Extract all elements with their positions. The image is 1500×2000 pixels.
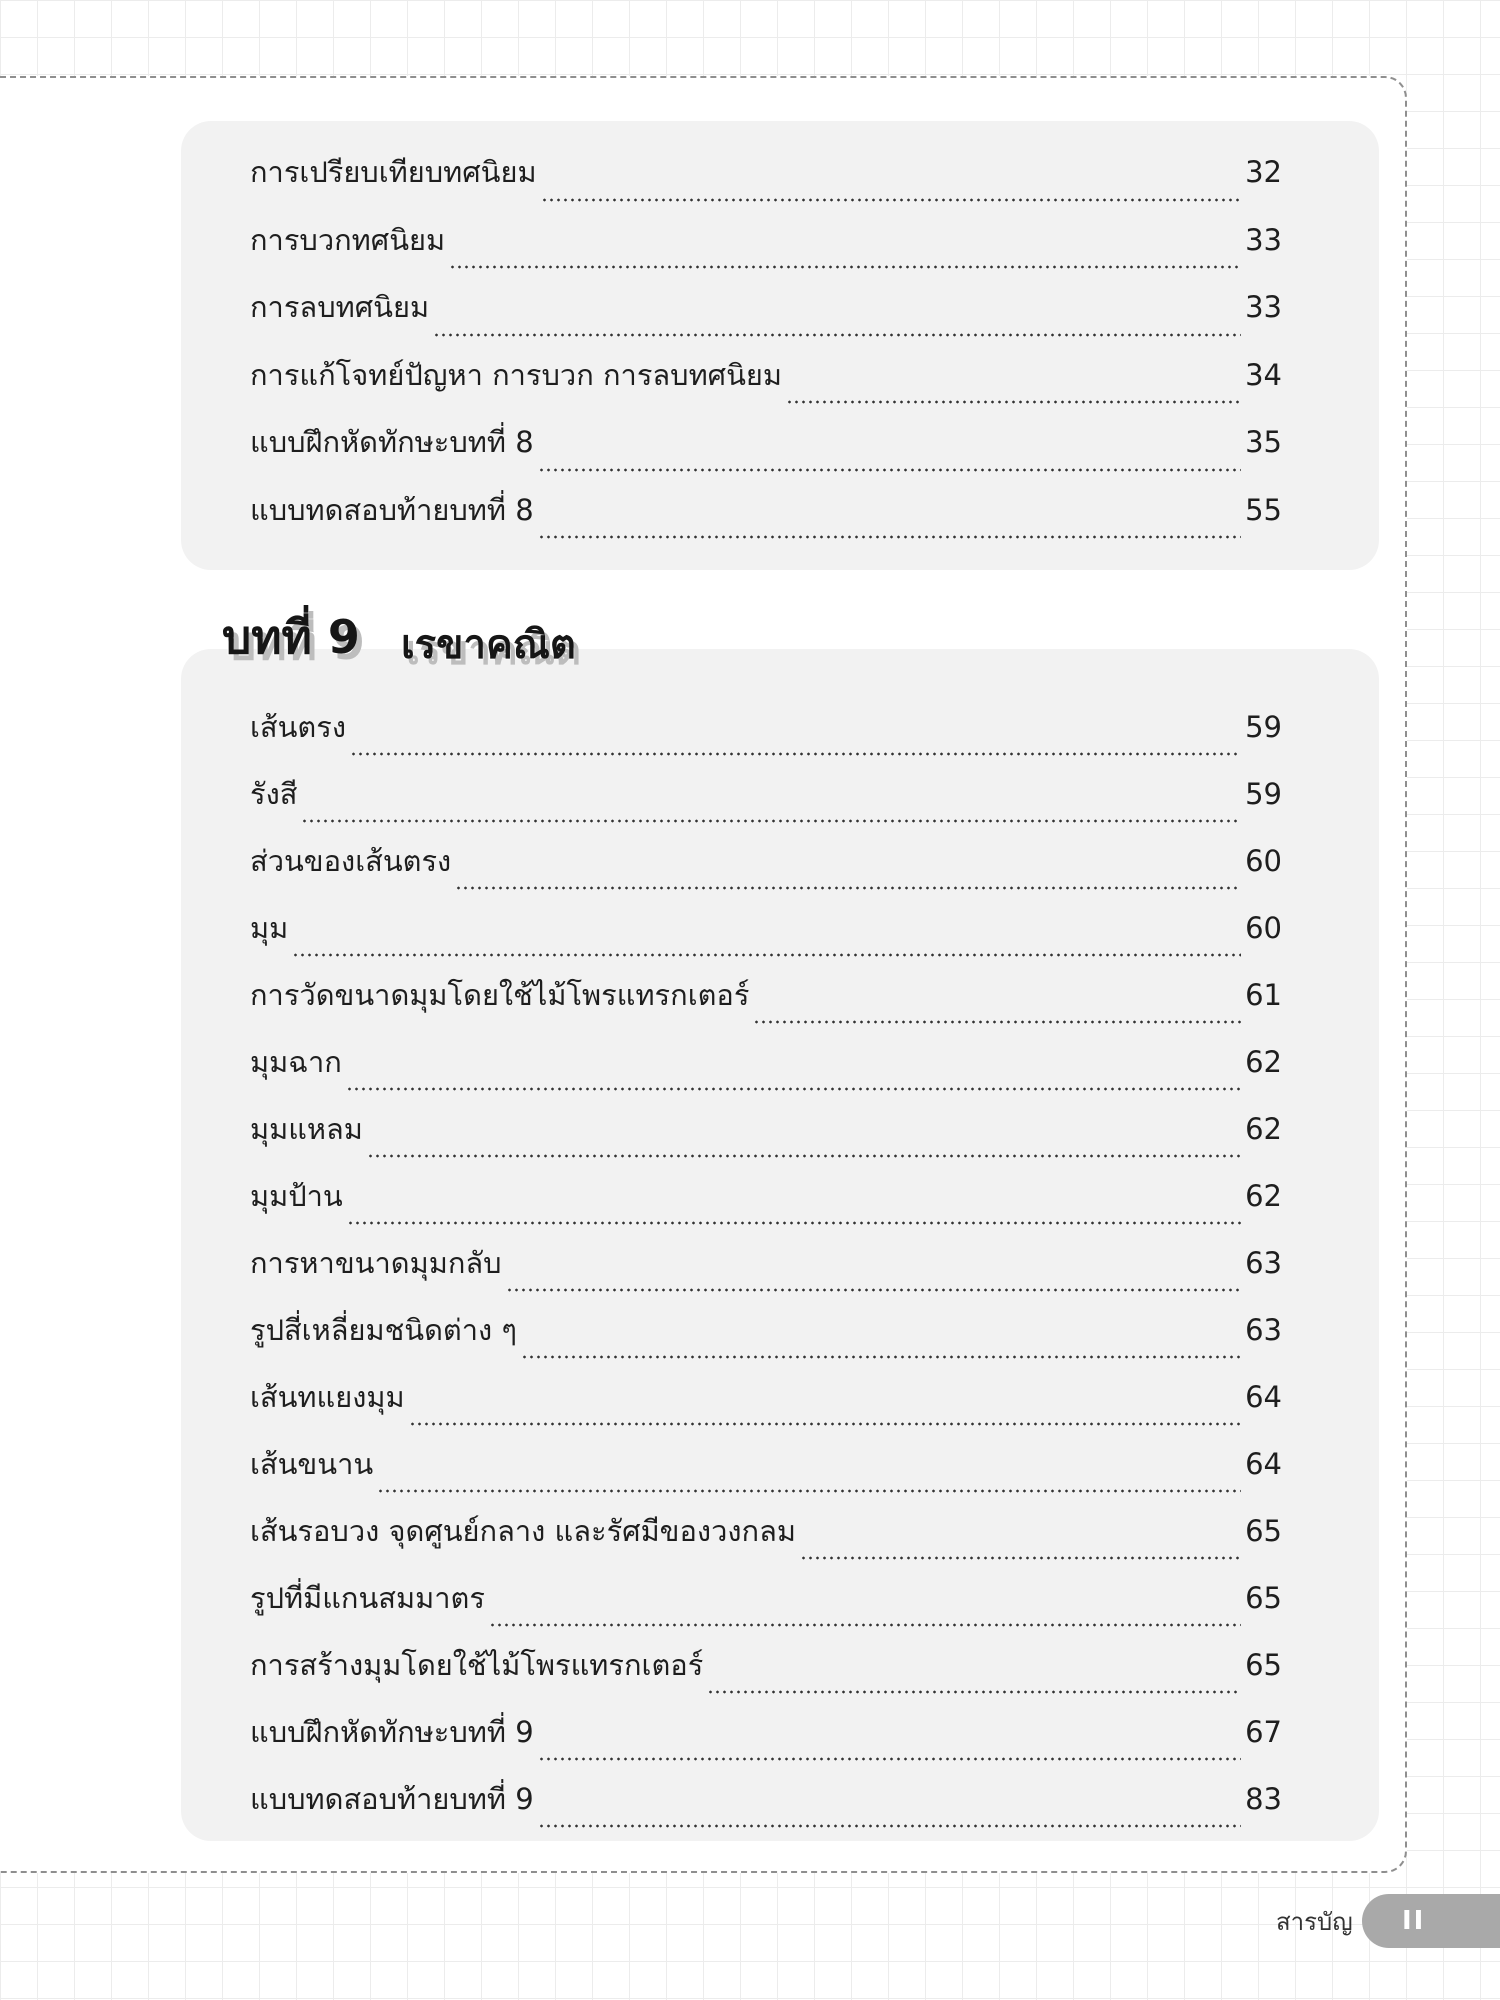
toc-entry-page: 64 [1245, 1447, 1282, 1481]
toc-entry[interactable] [250, 1305, 1282, 1372]
toc-entry[interactable] [250, 350, 1282, 418]
toc-entry-page: 33 [1245, 290, 1282, 324]
toc-entry-page: 35 [1245, 425, 1282, 459]
toc-entry-title: มุมฉาก [250, 1045, 342, 1079]
toc-entry[interactable] [250, 769, 1282, 836]
toc-entry-title: การแก้โจทย์ปัญหา การบวก การลบทศนิยม [250, 357, 783, 392]
dot-leader [346, 1087, 1241, 1091]
toc-entry[interactable] [250, 1640, 1282, 1707]
dot-leader [433, 333, 1241, 337]
toc-entry[interactable] [250, 1506, 1282, 1573]
toc-entry[interactable] [250, 1707, 1282, 1774]
dot-leader [521, 1355, 1241, 1359]
toc-entry-title: มุมป้าน [250, 1179, 343, 1213]
dot-leader [538, 468, 1241, 472]
toc-entry-page: 65 [1245, 1648, 1282, 1682]
dot-leader [301, 819, 1241, 823]
toc-entry[interactable] [250, 1104, 1282, 1171]
toc-entry[interactable] [250, 1037, 1282, 1104]
toc-entry-page: 61 [1245, 978, 1282, 1012]
toc-entry[interactable] [250, 215, 1282, 283]
toc-entry-page: 59 [1245, 777, 1282, 811]
toc-entry[interactable] [250, 903, 1282, 970]
dot-leader [753, 1020, 1241, 1024]
toc-entry[interactable] [250, 1573, 1282, 1640]
toc-entry[interactable] [250, 836, 1282, 903]
toc-list-chapter-9 [250, 702, 1282, 1841]
dot-leader [455, 886, 1241, 890]
dot-leader [506, 1288, 1242, 1292]
chapter-label: บทที่ 9 [222, 610, 360, 664]
toc-entry-page: 60 [1245, 911, 1282, 945]
toc-entry-title: รูปที่มีแกนสมมาตร [250, 1581, 485, 1615]
toc-entry[interactable] [250, 970, 1282, 1037]
footer-section-label: สารบัญ [1276, 1908, 1353, 1936]
dot-leader [786, 400, 1241, 404]
toc-entry-title: การสร้างมุมโดยใช้ไม้โพรแทรกเตอร์ [250, 1648, 704, 1682]
dot-leader [489, 1623, 1241, 1627]
toc-entry[interactable] [250, 417, 1282, 485]
toc-entry-title: เส้นรอบวง จุดศูนย์กลาง และรัศมีของวงกลม [250, 1514, 796, 1548]
toc-entry-page: 65 [1245, 1581, 1282, 1615]
page-number-tab [1362, 1894, 1500, 1948]
toc-entry-title: มุมแหลม [250, 1112, 363, 1146]
toc-entry-page: 60 [1245, 844, 1282, 878]
toc-entry-page: 64 [1245, 1380, 1282, 1414]
dot-leader [292, 953, 1241, 957]
toc-entry-page: 32 [1245, 155, 1282, 189]
toc-entry-title: เส้นทแยงมุม [250, 1380, 405, 1414]
page-number: II [1402, 1906, 1426, 1936]
toc-entry-page: 65 [1245, 1514, 1282, 1548]
toc-entry-page: 33 [1245, 222, 1282, 257]
toc-entry-title: แบบทดสอบท้ายบทที่ 9 [250, 1782, 534, 1816]
toc-list-chapter-8 [250, 147, 1282, 552]
dot-leader [538, 1824, 1241, 1828]
dot-leader [449, 265, 1241, 269]
toc-entry-title: การลบทศนิยม [250, 290, 430, 324]
dot-leader [377, 1489, 1241, 1493]
toc-entry-page: 83 [1245, 1782, 1282, 1816]
toc-entry[interactable] [250, 702, 1282, 769]
dot-leader [409, 1422, 1241, 1426]
toc-entry-page: 67 [1245, 1715, 1282, 1749]
dot-leader [347, 1221, 1241, 1225]
dot-leader [541, 198, 1241, 202]
dot-leader [800, 1556, 1241, 1560]
toc-entry-page: 62 [1245, 1045, 1282, 1079]
toc-entry-title: แบบทดสอบท้ายบทที่ 8 [250, 492, 534, 527]
toc-entry-title: การวัดขนาดมุมโดยใช้ไม้โพรแทรกเตอร์ [250, 978, 750, 1012]
toc-entry-title: รูปสี่เหลี่ยมชนิดต่าง ๆ [250, 1313, 518, 1347]
toc-entry-title: รังสี [250, 777, 298, 811]
toc-entry[interactable] [250, 147, 1282, 215]
dot-leader [707, 1690, 1241, 1694]
toc-entry[interactable] [250, 1439, 1282, 1506]
dot-leader [350, 752, 1241, 756]
toc-entry[interactable] [250, 1238, 1282, 1305]
toc-entry-title: การหาขนาดมุมกลับ [250, 1246, 502, 1280]
toc-entry[interactable] [250, 1372, 1282, 1439]
toc-entry-title: การบวกทศนิยม [250, 222, 446, 257]
toc-entry-page: 62 [1245, 1112, 1282, 1146]
toc-entry-page: 63 [1245, 1246, 1282, 1280]
toc-entry-page: 59 [1245, 710, 1282, 744]
toc-entry-title: แบบฝึกหัดทักษะบทที่ 8 [250, 425, 534, 459]
toc-entry[interactable] [250, 1171, 1282, 1238]
toc-entry-page: 34 [1245, 357, 1282, 392]
toc-entry-title: เส้นขนาน [250, 1447, 374, 1481]
toc-entry-title: แบบฝึกหัดทักษะบทที่ 9 [250, 1715, 534, 1749]
toc-entry-title: การเปรียบเทียบทศนิยม [250, 155, 537, 189]
toc-entry[interactable] [250, 1774, 1282, 1841]
toc-entry-page: 62 [1245, 1179, 1282, 1213]
toc-entry-title: เส้นตรง [250, 710, 347, 744]
toc-entry-page: 63 [1245, 1313, 1282, 1347]
toc-entry[interactable] [250, 485, 1282, 553]
toc-entry-title: มุม [250, 911, 289, 945]
toc-entry[interactable] [250, 282, 1282, 350]
dot-leader [538, 535, 1241, 539]
toc-entry-title: ส่วนของเส้นตรง [250, 844, 452, 878]
chapter-title: เรขาคณิต [401, 622, 576, 668]
dot-leader [538, 1757, 1241, 1761]
toc-entry-page: 55 [1245, 492, 1282, 527]
dot-leader [367, 1154, 1241, 1158]
